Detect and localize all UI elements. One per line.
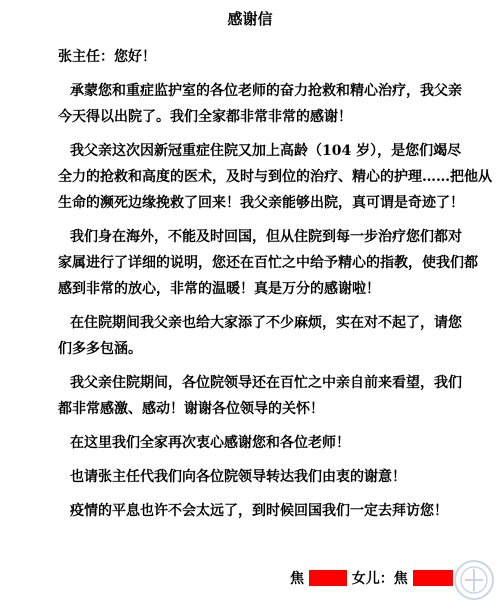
paragraph-line: 今天得以出院了。我们全家都非常非常的感谢！ bbox=[58, 109, 352, 125]
paragraph-line: 们多多包涵。 bbox=[58, 341, 142, 357]
paragraph-2 bbox=[58, 138, 492, 216]
paragraph-line: 感到非常的放心，非常的温暖！真是万分的感谢啦！ bbox=[58, 281, 380, 297]
paragraph-line: 在这里我们全家再次衷心感谢您和各位老师！ bbox=[70, 435, 350, 451]
paragraph-line: 我父亲这次因新冠重症住院又加上高龄（104 岁），是您们竭尽 bbox=[70, 143, 462, 159]
paragraph-7 bbox=[58, 464, 458, 490]
paragraph-line: 疫情的平息也许不会太远了，到时候回国我们一定去拜访您！ bbox=[70, 503, 448, 519]
paragraph-line: 在住院期间我父亲也给大家添了不少麻烦，实在对不起了，请您 bbox=[70, 315, 462, 331]
paragraph-3 bbox=[58, 224, 478, 302]
redaction-bar bbox=[309, 570, 347, 586]
salutation: 张主任：您好！ bbox=[58, 49, 156, 65]
redaction-bar bbox=[413, 570, 453, 586]
paragraph-1 bbox=[58, 78, 462, 130]
paragraph-line: 全力的抢救和高度的医术，及时与到位的治疗、精心的护理……把他从 bbox=[58, 169, 492, 185]
letter-title: 感谢信 bbox=[227, 10, 273, 28]
paragraph-6 bbox=[58, 430, 458, 456]
paragraph-4 bbox=[58, 310, 462, 362]
paragraph-line: 承蒙您和重症监护室的各位老师的奋力抢救和精心治疗，我父亲 bbox=[70, 83, 462, 99]
paragraph-line: 也请张主任代我们向各位院领导转达我们由衷的谢意！ bbox=[70, 469, 406, 485]
signature-middle: 女儿：焦 bbox=[351, 571, 408, 587]
letter-body bbox=[58, 44, 492, 532]
paragraph-line: 都非常感激、感动！谢谢各位领导的关怀！ bbox=[58, 401, 324, 417]
paragraph-line: 家属进行了详细的说明，您还在百忙之中给予精心的指教，使我们都 bbox=[58, 255, 478, 271]
paragraph-8 bbox=[58, 498, 458, 524]
paragraph-line: 我们身在海外，不能及时回国，但从住院到每一步治疗您们都对 bbox=[70, 229, 462, 245]
signature-prefix: 焦 bbox=[290, 571, 304, 587]
paragraph-line: 生命的濒死边缘挽救了回来！我父亲能够出院，真可谓是奇迹了！ bbox=[58, 195, 464, 211]
watermark-logo bbox=[452, 558, 496, 602]
paragraph-line: 我父亲住院期间，各位院领导还在百忙之中亲自前来看望，我们 bbox=[70, 375, 462, 391]
paragraph-5 bbox=[58, 370, 462, 422]
signature bbox=[290, 568, 453, 590]
